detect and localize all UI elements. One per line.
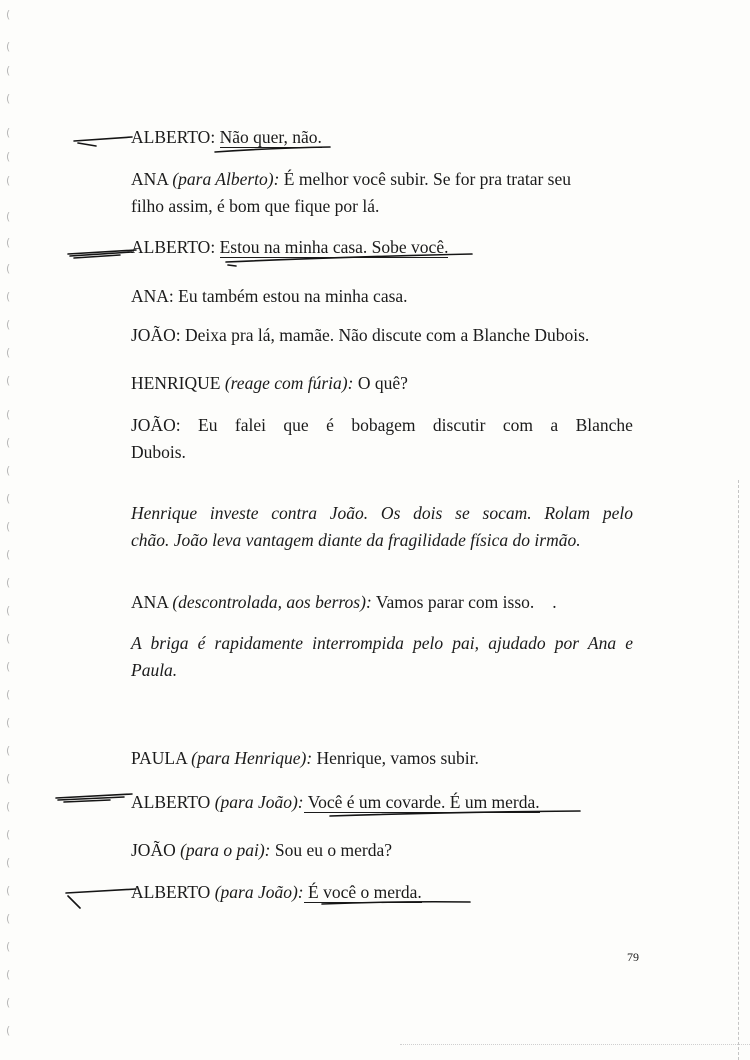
speech: Vamos parar com isso. [371,592,535,612]
dialogue-ana-2: ANA: Eu também estou na minha casa. [131,286,408,306]
speech-word: a [550,415,559,435]
speech: O quê? [353,373,408,393]
speech: Eu também estou na minha casa. [178,286,408,306]
stage-direction: (descontrolada, aos berros): [172,592,372,612]
speech-word: é [326,415,334,435]
stage-line: A briga é rapidamente interrompida pelo pai, ajudado por Ana e [131,633,633,653]
dialogue-ana-1 [131,166,633,220]
stage-direction-fight [131,500,633,554]
speaker: PAULA [131,748,187,768]
dialogue-joao-2: JOÃO: Eu falei que é bobagem discutir com a Blanche Dubois. [131,412,633,466]
speech: Não quer, não. [219,127,322,147]
speech: Sou eu o merda? [270,840,393,860]
dialogue-henrique-1 [131,370,408,397]
pen-arrow-2 [68,250,136,258]
dialogue-alberto-4 [131,879,422,906]
stage-direction: (reage com fúria): [224,373,354,393]
speech: Deixa pra lá, mamãe. Não discute com a Blanche Dubois. [184,325,590,345]
stage-direction: (para Alberto): [172,169,280,189]
dialogue-joao-3 [131,837,392,864]
dialogue-joao-1: JOÃO: Deixa pra lá, mamãe. Não discute com a Blanche Dubois. [131,325,590,345]
speaker: JOÃO [131,325,176,345]
speech-continued: Dubois. [131,442,186,462]
speaker: JOÃO [131,415,176,435]
dialogue-paula-1 [131,745,479,772]
speech: Henrique, vamos subir. [312,748,479,768]
dialogue-alberto-1: ALBERTO: Não quer, não. [131,127,322,147]
dialogue-ana-3 [131,589,557,616]
pen-arrow-4 [66,889,136,908]
pen-arrow-3 [56,794,132,802]
stage-line: chão. João leva vantagem diante da fragilidade física do irmão. [131,530,581,550]
page-number: 79 [627,950,639,964]
speech-word: discutir [432,415,486,435]
speech: É você o merda. [303,882,422,902]
speech-word: falei [234,415,266,435]
dialogue-alberto-3 [131,789,540,816]
speaker: ANA [131,169,168,189]
speaker: ALBERTO [131,127,211,147]
stage-line: Paula. [131,660,178,680]
speaker: ALBERTO [131,237,211,257]
stage-direction: (para João): [214,792,304,812]
speaker: ANA [131,286,169,306]
speech-continued: filho assim, é bom que fique por lá. [131,196,380,216]
speech: É melhor você subir. Se for pra tratar seu [279,169,571,189]
stage-direction: (para Henrique): [191,748,313,768]
speaker: JOÃO [131,840,176,860]
speech: Você é um covarde. É um merda. [303,792,540,812]
speech-word: Eu [198,415,218,435]
pen-arrow-1 [74,137,132,146]
dialogue-alberto-2: ALBERTO: Estou na minha casa. Sobe você. [131,237,449,257]
speaker: ALBERTO [131,792,211,812]
speaker: ANA [131,592,168,612]
speech-word: Blanche [575,415,633,435]
stage-direction-separation [131,630,633,684]
speech-word: bobagem [351,415,416,435]
stage-direction: (para João): [214,882,304,902]
stray-mark: . [552,592,557,612]
stage-line: Henrique investe contra João. Os dois se socam. Rolam pelo [131,503,633,523]
binding-edge-marks: ( ( ( ( ( ( ( ( ( ( ( ( ( ( ( ( ( ( ( ( ( ( ( ( ( ( ( ( ( ( ( ( ( ( ( ( ( [6,8,11,1037]
speaker: ALBERTO [131,882,211,902]
speech: Estou na minha casa. Sobe você. [219,237,449,257]
scan-edge-bottom [400,1044,750,1046]
scan-edge-right [738,480,740,1060]
stage-direction: (para o pai): [180,840,271,860]
speech-word: com [502,415,533,435]
speech-word: que [283,415,309,435]
speaker: HENRIQUE [131,373,221,393]
